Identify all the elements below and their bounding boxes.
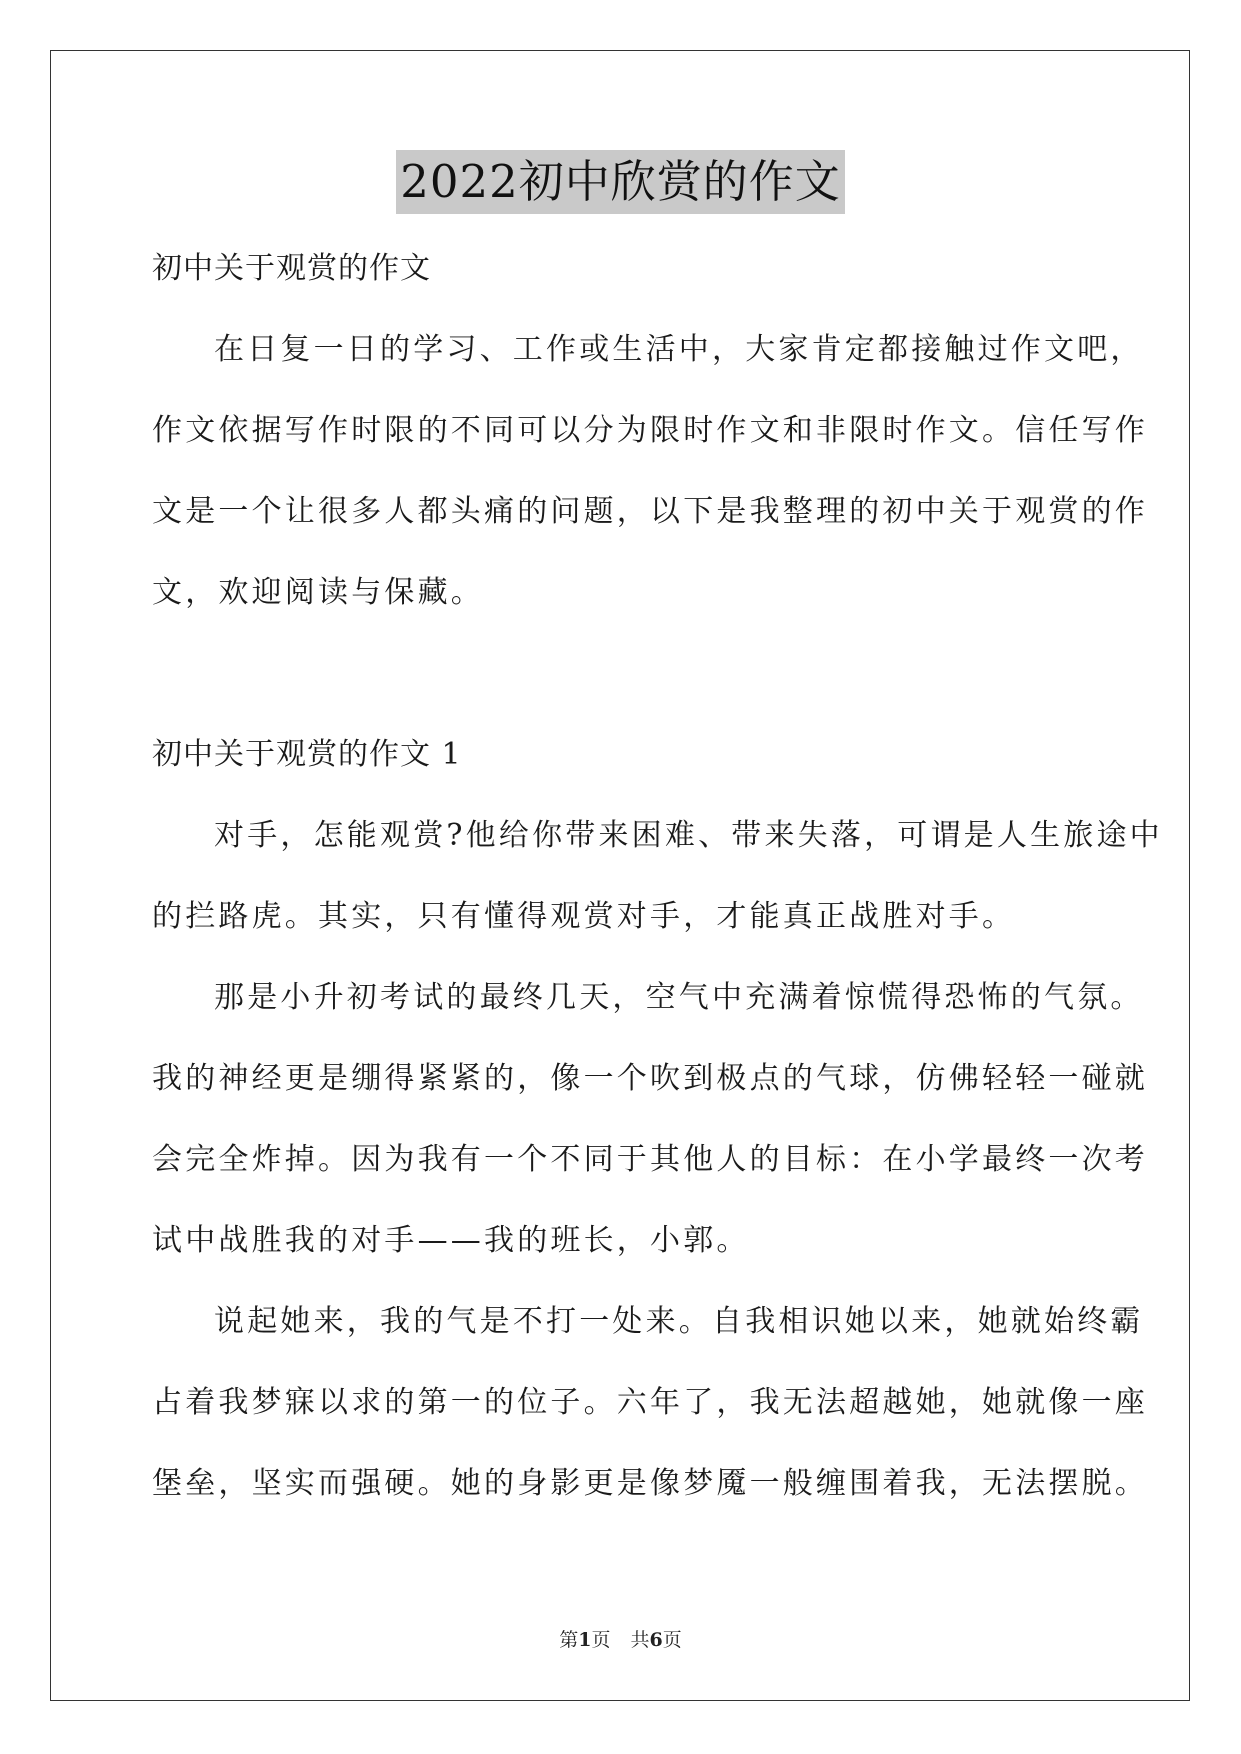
total-prefix: 共 bbox=[630, 1629, 650, 1651]
document-body bbox=[152, 228, 1163, 1524]
document-title: 2022初中欣赏的作文 bbox=[396, 150, 845, 214]
paragraph-line: 文，欢迎阅读与保藏。 bbox=[152, 575, 484, 610]
paragraph-line: 试中战胜我的对手——我的班长，小郭。 bbox=[152, 1223, 750, 1258]
paragraph-line: 作文依据写作时限的不同可以分为限时作文和非限时作文。信任写作 bbox=[152, 413, 1148, 448]
paragraph-line: 的拦路虎。其实，只有懂得观赏对手，才能真正战胜对手。 bbox=[152, 899, 1016, 934]
paragraph-line: 在日复一日的学习、工作或生活中，大家肯定都接触过作文吧， bbox=[214, 332, 1144, 367]
paragraph-line: 对手，怎能观赏?他给你带来困难、带来失落，可谓是人生旅途中 bbox=[214, 818, 1163, 853]
current-page-number: 1 bbox=[578, 1629, 592, 1651]
paragraph-line: 我的神经更是绷得紧紧的，像一个吹到极点的气球，仿佛轻轻一碰就 bbox=[152, 1061, 1148, 1096]
title-container bbox=[0, 150, 1241, 214]
section-heading: 初中关于观赏的作文 1 bbox=[152, 737, 462, 772]
blank-line bbox=[152, 633, 1092, 714]
page-suffix: 页 bbox=[591, 1629, 611, 1651]
total-suffix: 页 bbox=[662, 1629, 682, 1651]
total-page-number: 6 bbox=[649, 1629, 663, 1651]
paragraph-line: 会完全炸掉。因为我有一个不同于其他人的目标：在小学最终一次考 bbox=[152, 1142, 1148, 1177]
section-heading: 初中关于观赏的作文 bbox=[152, 251, 431, 286]
paragraph-line: 堡垒，坚实而强硬。她的身影更是像梦魇一般缠围着我，无法摆脱。 bbox=[152, 1466, 1148, 1501]
paragraph-line: 文是一个让很多人都头痛的问题，以下是我整理的初中关于观赏的作 bbox=[152, 494, 1148, 529]
paragraph-line: 那是小升初考试的最终几天，空气中充满着惊慌得恐怖的气氛。 bbox=[214, 980, 1144, 1015]
page-prefix: 第 bbox=[559, 1629, 579, 1651]
paragraph-line: 说起她来，我的气是不打一处来。自我相识她以来，她就始终霸 bbox=[214, 1304, 1144, 1339]
paragraph-line: 占着我梦寐以求的第一的位子。六年了，我无法超越她，她就像一座 bbox=[152, 1385, 1148, 1420]
page-footer bbox=[0, 1625, 1241, 1652]
